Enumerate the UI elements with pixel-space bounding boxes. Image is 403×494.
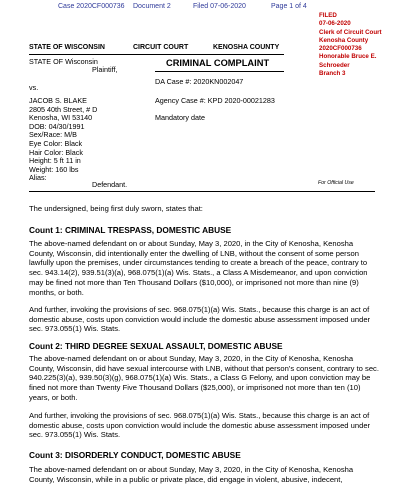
stamp-line: Clerk of Circuit Court bbox=[319, 28, 382, 36]
count-2-abuse-paragraph: And further, invoking the provisions of sec. 968.075(1)(a) Wis. Stats., because this charge is an act of domestic abuse, costs upon conviction would include the domestic abuse assessment imposed under sec. 973.055(1) Wis. Stats. bbox=[29, 411, 371, 440]
defendant-line: JACOB S. BLAKE bbox=[29, 96, 87, 105]
stamp-line: Branch 3 bbox=[319, 70, 346, 78]
case-number: Case 2020CF000736 bbox=[58, 3, 125, 10]
defendant-line: Kenosha, WI 53140 bbox=[29, 113, 93, 123]
defendant-line: Height: 5 ft 11 in bbox=[29, 156, 81, 166]
count-2-title: Count 2: THIRD DEGREE SEXUAL ASSAULT, DOMESTIC ABUSE bbox=[29, 341, 283, 351]
stamp-line: FILED bbox=[319, 12, 337, 19]
document-title: CRIMINAL COMPLAINT bbox=[166, 58, 270, 68]
defendant-info bbox=[29, 97, 97, 183]
count-2-paragraph: The above-named defendant on or about Sunday, May 3, 2020, in the City of Kenosha, Kenosha County, Wisconsin, did have sexual intercourse with LNB, without that person's consent, contrary to sec. 940.225(3)(a), 939.50(3)(g), 968.075(1)(a) Wis. Stats., a Class G Felony, and upon conviction may be fined not more than Twenty Five Thousand Dollars ($25,000), or imprisoned not more than ten (10) years, or both. bbox=[29, 354, 379, 402]
mandatory-date-label: Mandatory date bbox=[155, 113, 205, 122]
filing-stamp bbox=[319, 12, 382, 78]
defendant-line: Alias: bbox=[29, 173, 47, 183]
page-indicator: Page 1 of 4 bbox=[271, 3, 307, 10]
state-heading: STATE OF WISCONSIN bbox=[29, 44, 105, 51]
court-heading: CIRCUIT COURT bbox=[133, 44, 189, 51]
stamp-line: Schroeder bbox=[319, 61, 350, 69]
county-heading: KENOSHA COUNTY bbox=[213, 44, 280, 51]
defendant-line: Sex/Race: M/B bbox=[29, 130, 77, 140]
title-rule bbox=[155, 71, 284, 72]
defendant-line: Eye Color: Black bbox=[29, 138, 83, 148]
document-number: Document 2 bbox=[133, 3, 171, 10]
plaintiff-name: STATE OF Wisconsin bbox=[29, 57, 98, 66]
defendant-line: DOB: 04/30/1991 bbox=[29, 121, 85, 131]
count-1-paragraph: The above-named defendant on or about Sunday, May 3, 2020, in the City of Kenosha, Kenosha County, Wisconsin, did intentionally enter the dwelling of LNB, without the consent of some person lawfully upon the premises, under circumstances tending to create a breach of the peace, contrary to sec. 943.14(2), 939.51(3)(a), 968.075(1)(a) Wis. Stats., a Class A Misdemeanor, and upon conviction may be fined not more than Ten Thousand Dollars ($10,000), or imprisoned not more than nine (9) months, or both. bbox=[29, 239, 368, 297]
defendant-line: 2805 40th Street, # D bbox=[29, 104, 98, 114]
defendant-line: Weight: 160 lbs bbox=[29, 164, 79, 174]
caption-top-rule bbox=[29, 54, 284, 55]
filed-date: Filed 07-06-2020 bbox=[193, 3, 246, 10]
stamp-line: 2020CF000736 bbox=[319, 45, 362, 53]
count-3-title: Count 3: DISORDERLY CONDUCT, DOMESTIC ABUSE bbox=[29, 450, 241, 460]
defendant-label: Defendant. bbox=[92, 180, 128, 189]
count-1-title: Count 1: CRIMINAL TRESPASS, DOMESTIC ABUSE bbox=[29, 225, 232, 235]
caption-bottom-rule bbox=[29, 191, 375, 192]
stamp-line: Honorable Bruce E. bbox=[319, 53, 377, 61]
plaintiff-label: Plaintiff, bbox=[92, 65, 118, 74]
stamp-line: Kenosha County bbox=[319, 36, 369, 44]
versus-label: vs. bbox=[29, 83, 39, 92]
da-case-number: DA Case #: 2020KN002047 bbox=[155, 77, 244, 86]
agency-case-number: Agency Case #: KPD 2020-00021283 bbox=[155, 96, 275, 105]
count-3-paragraph: The above-named defendant on or about Sunday, May 3, 2020, in the City of Kenosha, Kenosha County, Wisconsin, while in a public or private place, did engage in violent, abusive, indecent, bbox=[29, 465, 354, 484]
defendant-line: Hair Color: Black bbox=[29, 147, 83, 157]
stamp-line: 07-06-2020 bbox=[319, 20, 351, 28]
official-use-label: For Official Use bbox=[318, 180, 354, 186]
intro-text: The undersigned, being first duly sworn, states that: bbox=[29, 204, 203, 213]
count-1-abuse-paragraph: And further, invoking the provisions of sec. 968.075(1)(a) Wis. Stats., because this charge is an act of domestic abuse, costs upon conviction would include the domestic abuse assessment imposed under sec. 973.055(1) Wis. Stats. bbox=[29, 305, 371, 334]
